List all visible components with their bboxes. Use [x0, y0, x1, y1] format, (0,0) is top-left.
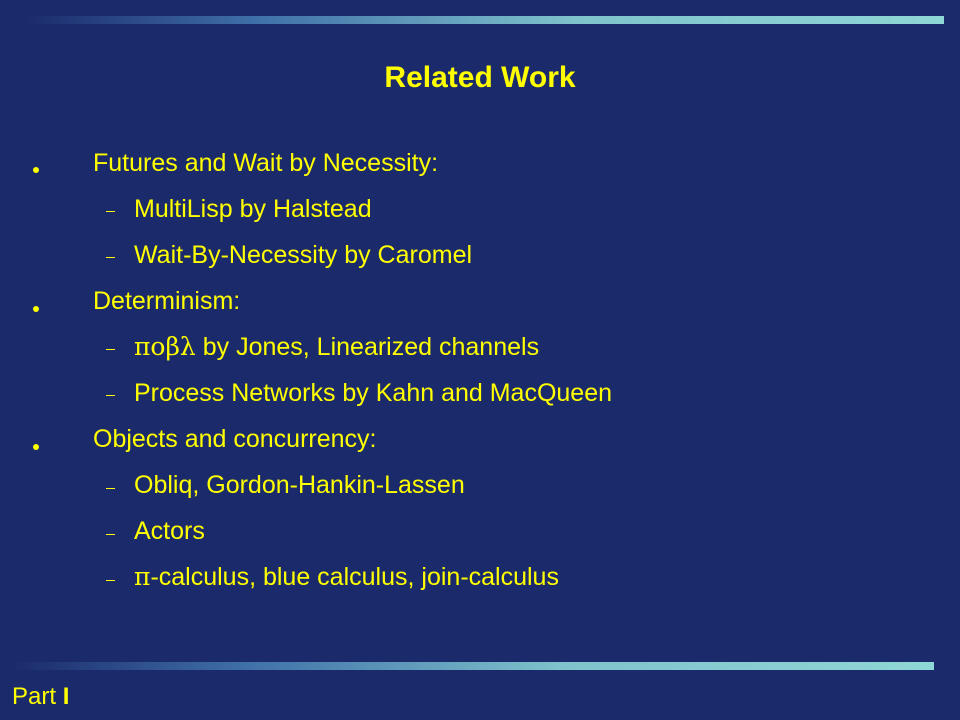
dash-icon — [106, 534, 115, 535]
list-item — [134, 561, 559, 593]
bullet-icon — [33, 306, 39, 312]
section-heading: Objects and concurrency: — [93, 425, 377, 453]
list-item: Process Networks by Kahn and MacQueen — [134, 379, 613, 407]
bullet-icon — [33, 167, 39, 173]
list-item: Wait-By-Necessity by Caromel — [134, 241, 473, 269]
dash-icon — [106, 395, 115, 396]
list-item: Actors — [134, 517, 205, 545]
list-item-text: -calculus, blue calculus, join-calculus — [150, 563, 559, 591]
dash-icon — [106, 257, 115, 258]
section-heading: Determinism: — [93, 287, 241, 315]
list-item-text: by Jones, Linearized channels — [202, 333, 540, 361]
pobl-symbol: ποβλ — [134, 332, 196, 361]
list-item: Obliq, Gordon-Hankin-Lassen — [134, 471, 465, 499]
list-item — [134, 331, 539, 363]
footer-part-number: I — [62, 683, 70, 710]
footer-part-label — [12, 680, 69, 714]
section-heading: Futures and Wait by Necessity: — [93, 149, 439, 177]
dash-icon — [106, 349, 115, 350]
list-item: MultiLisp by Halstead — [134, 195, 372, 223]
dash-icon — [106, 211, 115, 212]
footer-label: Part — [12, 683, 57, 710]
bottom-decorative-bar — [12, 662, 934, 670]
dash-icon — [106, 580, 115, 581]
pi-symbol: π — [134, 562, 151, 591]
dash-icon — [106, 488, 115, 489]
slide-title: Related Work — [384, 61, 576, 94]
bullet-icon — [33, 444, 39, 450]
